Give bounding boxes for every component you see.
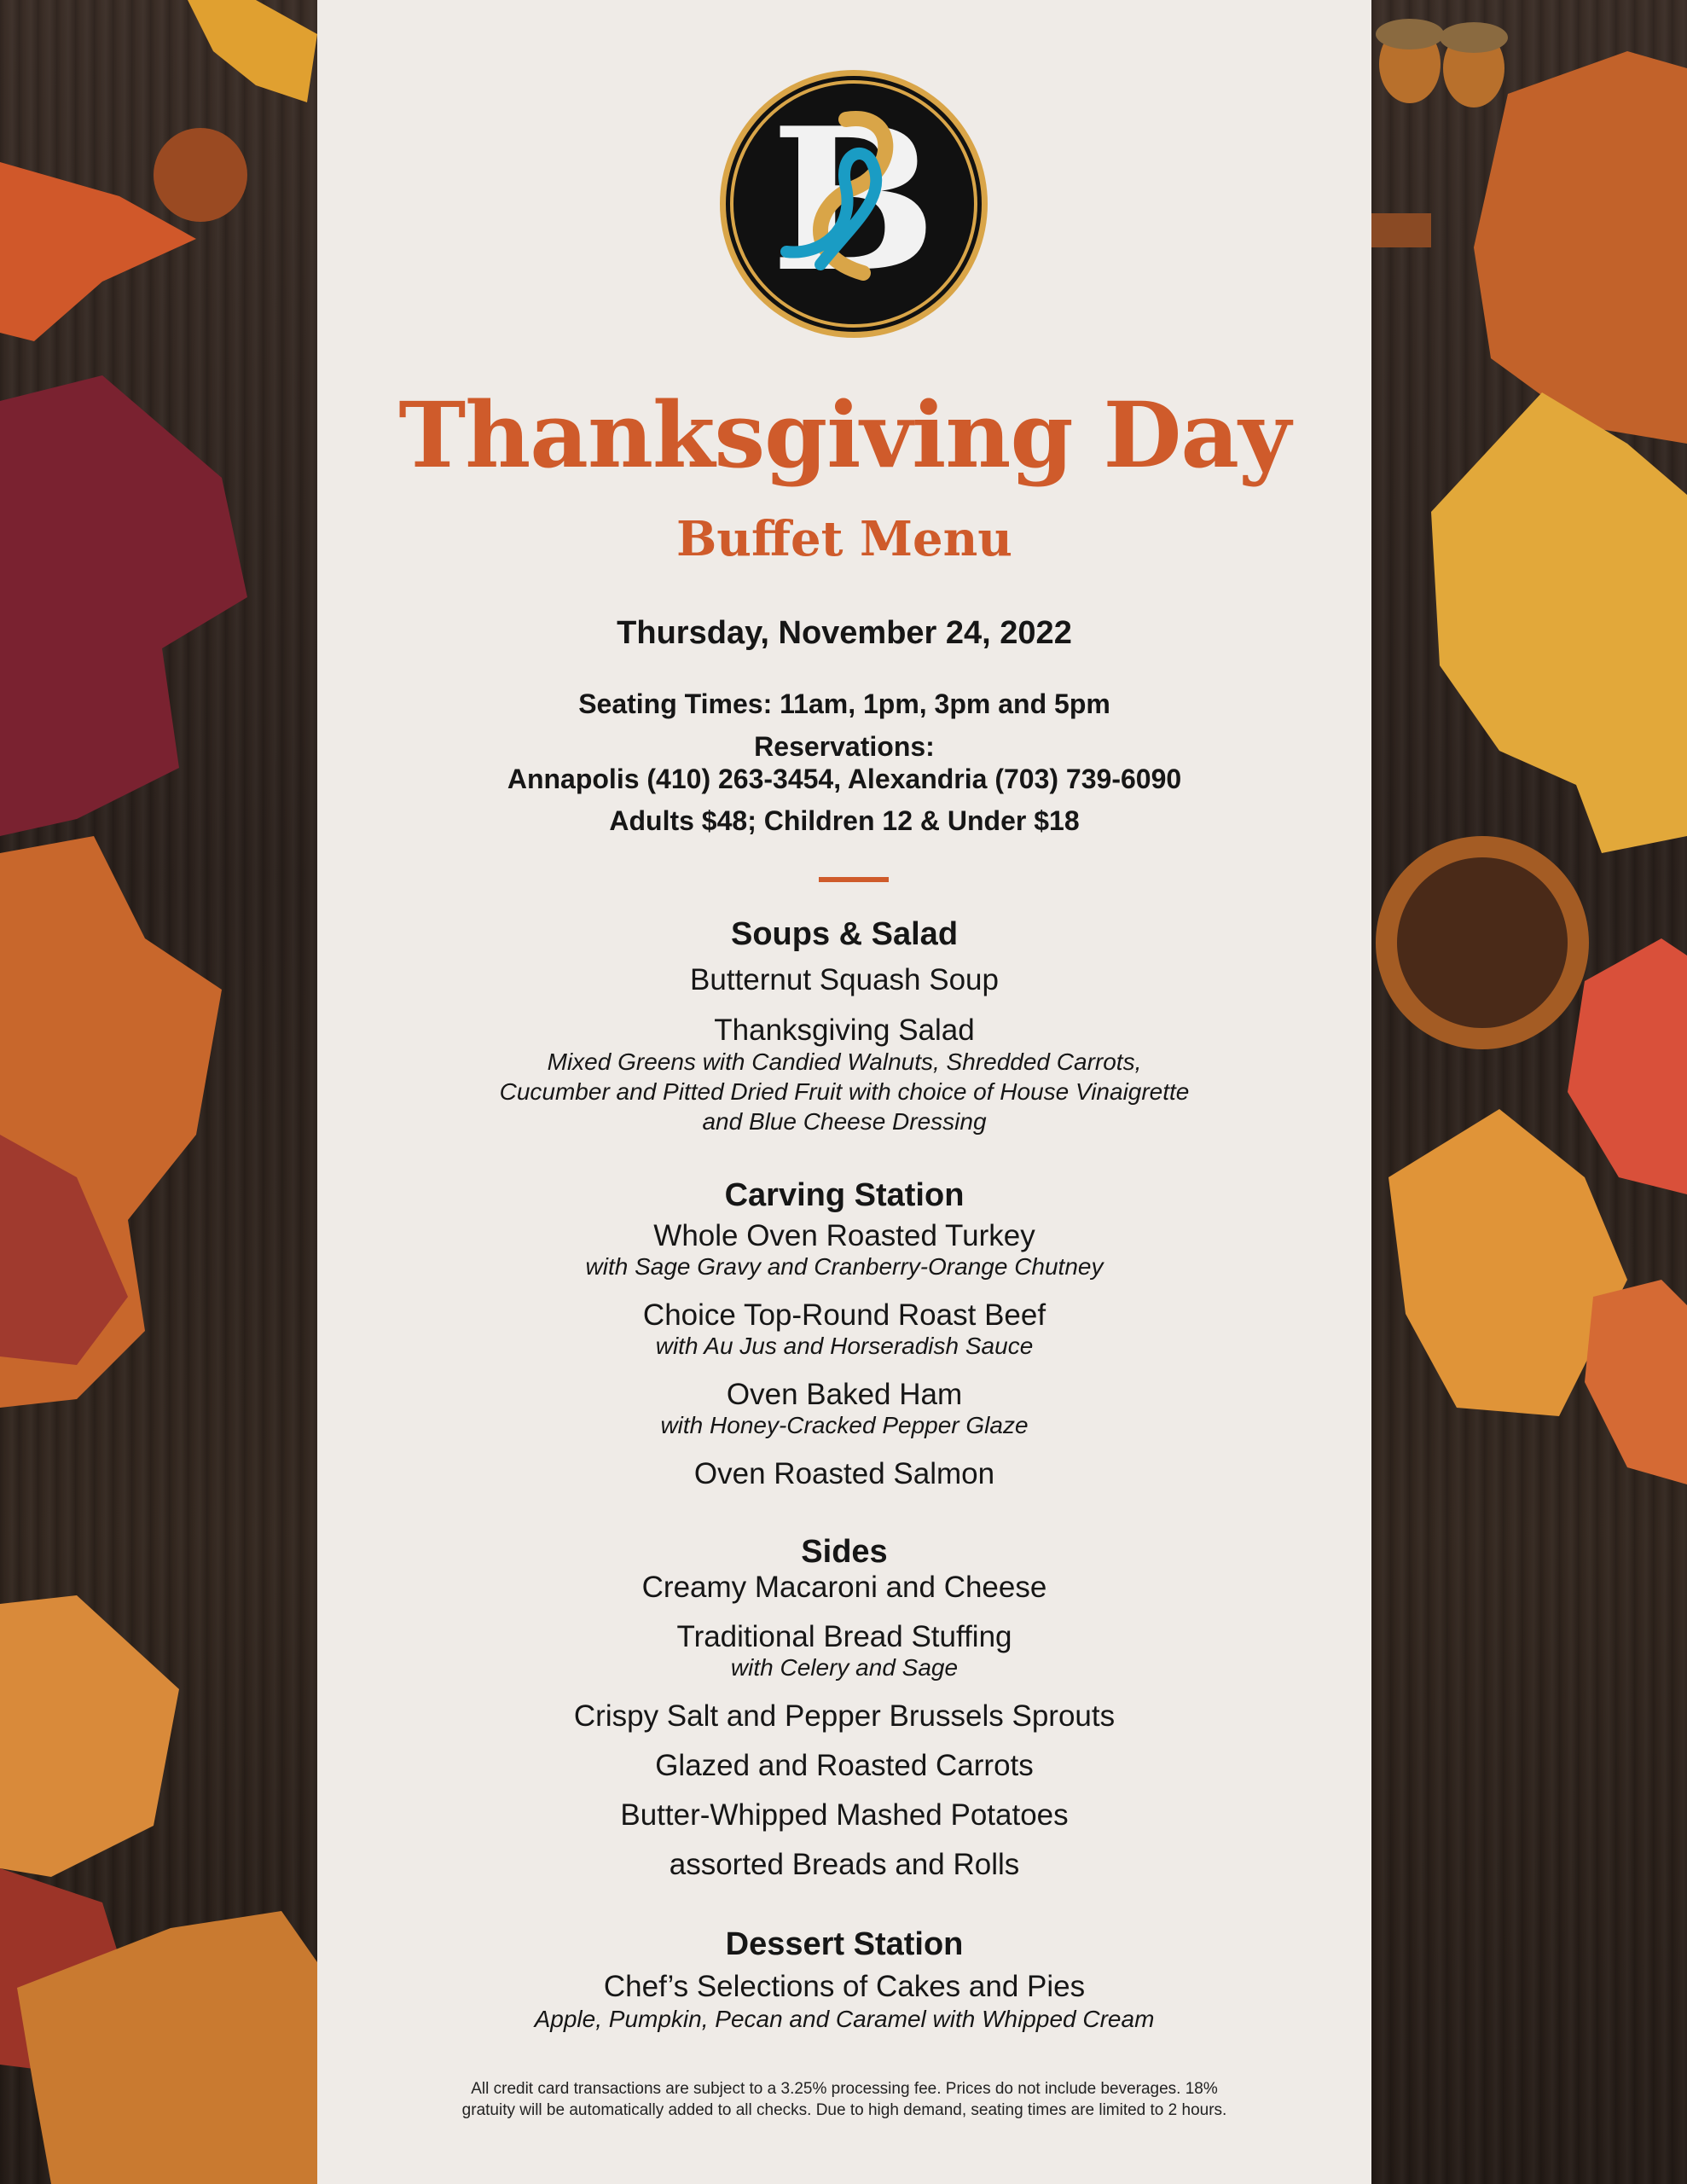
menu-item: Butternut Squash Soup <box>690 963 999 996</box>
autumn-leaves-left-image <box>0 0 317 2184</box>
menu-item: Glazed and Roasted Carrots <box>655 1749 1034 1782</box>
svg-text:B: B <box>770 85 937 316</box>
menu-item-description: Cucumber and Pitted Dried Fruit with choice of House Vinaigrette <box>499 1078 1190 1105</box>
section-divider <box>819 877 889 882</box>
right-autumn-decoration <box>1371 0 1687 2184</box>
menu-item-description: with Celery and Sage <box>730 1654 959 1681</box>
left-autumn-decoration <box>0 0 317 2184</box>
menu-item: Creamy Macaroni and Cheese <box>641 1571 1047 1604</box>
section-heading-soups-salad: Soups & Salad <box>730 916 959 952</box>
maple-leaf-icon <box>1568 938 1687 1194</box>
menu-title: Thanksgiving Day <box>398 381 1290 488</box>
menu-panel <box>317 0 1371 2184</box>
menu-item-description: with Honey-Cracked Pepper Glaze <box>660 1412 1029 1438</box>
maple-leaf-icon <box>1431 392 1687 853</box>
menu-item: Oven Roasted Salmon <box>693 1457 995 1490</box>
menu-item-description: with Sage Gravy and Cranberry-Orange Chutney <box>585 1253 1104 1280</box>
fine-print: gratuity will be automatically added to all checks. Due to high demand, seating times are limited to 2 hours. <box>461 2101 1227 2119</box>
fine-print: All credit card transactions are subject to a 3.25% processing fee. Prices do not include beverages. 18% <box>471 2080 1218 2098</box>
maple-leaf-icon <box>0 375 247 836</box>
maple-leaf-icon <box>0 1595 179 1877</box>
hazelnut-icon <box>154 128 247 222</box>
pricing: Adults $48; Children 12 & Under $18 <box>609 805 1080 836</box>
autumn-leaves-right-image <box>1371 0 1687 2184</box>
menu-item: Whole Oven Roasted Turkey <box>653 1219 1035 1252</box>
maple-leaf-icon <box>1585 1280 1687 1484</box>
maple-leaf-icon <box>188 0 317 102</box>
menu-item: assorted Breads and Rolls <box>669 1848 1020 1881</box>
maple-leaf-icon <box>1474 51 1687 444</box>
restaurant-logo <box>718 68 989 340</box>
menu-item-description: and Blue Cheese Dressing <box>702 1108 987 1135</box>
menu-item: Crispy Salt and Pepper Brussels Sprouts <box>573 1699 1116 1733</box>
section-heading-dessert-station: Dessert Station <box>725 1926 964 1962</box>
menu-item: Traditional Bread Stuffing <box>676 1620 1012 1653</box>
menu-item: Thanksgiving Salad <box>714 1014 975 1047</box>
section-heading-sides: Sides <box>801 1534 888 1570</box>
menu-item-description: with Au Jus and Horseradish Sauce <box>655 1333 1034 1359</box>
menu-item-description: Mixed Greens with Candied Walnuts, Shredded Carrots, <box>547 1048 1142 1075</box>
menu-item: Butter-Whipped Mashed Potatoes <box>620 1798 1069 1832</box>
section-heading-carving-station: Carving Station <box>724 1177 965 1213</box>
reservations-label: Reservations: <box>754 731 935 762</box>
menu-item-description: Apple, Pumpkin, Pecan and Caramel with Whipped Cream <box>534 2006 1155 2032</box>
seating-times: Seating Times: 11am, 1pm, 3pm and 5pm <box>578 688 1110 719</box>
menu-item: Oven Baked Ham <box>726 1378 963 1411</box>
event-date: Thursday, November 24, 2022 <box>617 615 1072 651</box>
menu-item: Choice Top-Round Roast Beef <box>642 1298 1046 1332</box>
menu-item: Chef’s Selections of Cakes and Pies <box>603 1970 1086 2003</box>
menu-subtitle: Buffet Menu <box>675 511 1013 567</box>
reservations-numbers: Annapolis (410) 263-3454, Alexandria (703) 739-6090 <box>507 764 1182 794</box>
cinnamon-stick-icon <box>1371 213 1431 247</box>
